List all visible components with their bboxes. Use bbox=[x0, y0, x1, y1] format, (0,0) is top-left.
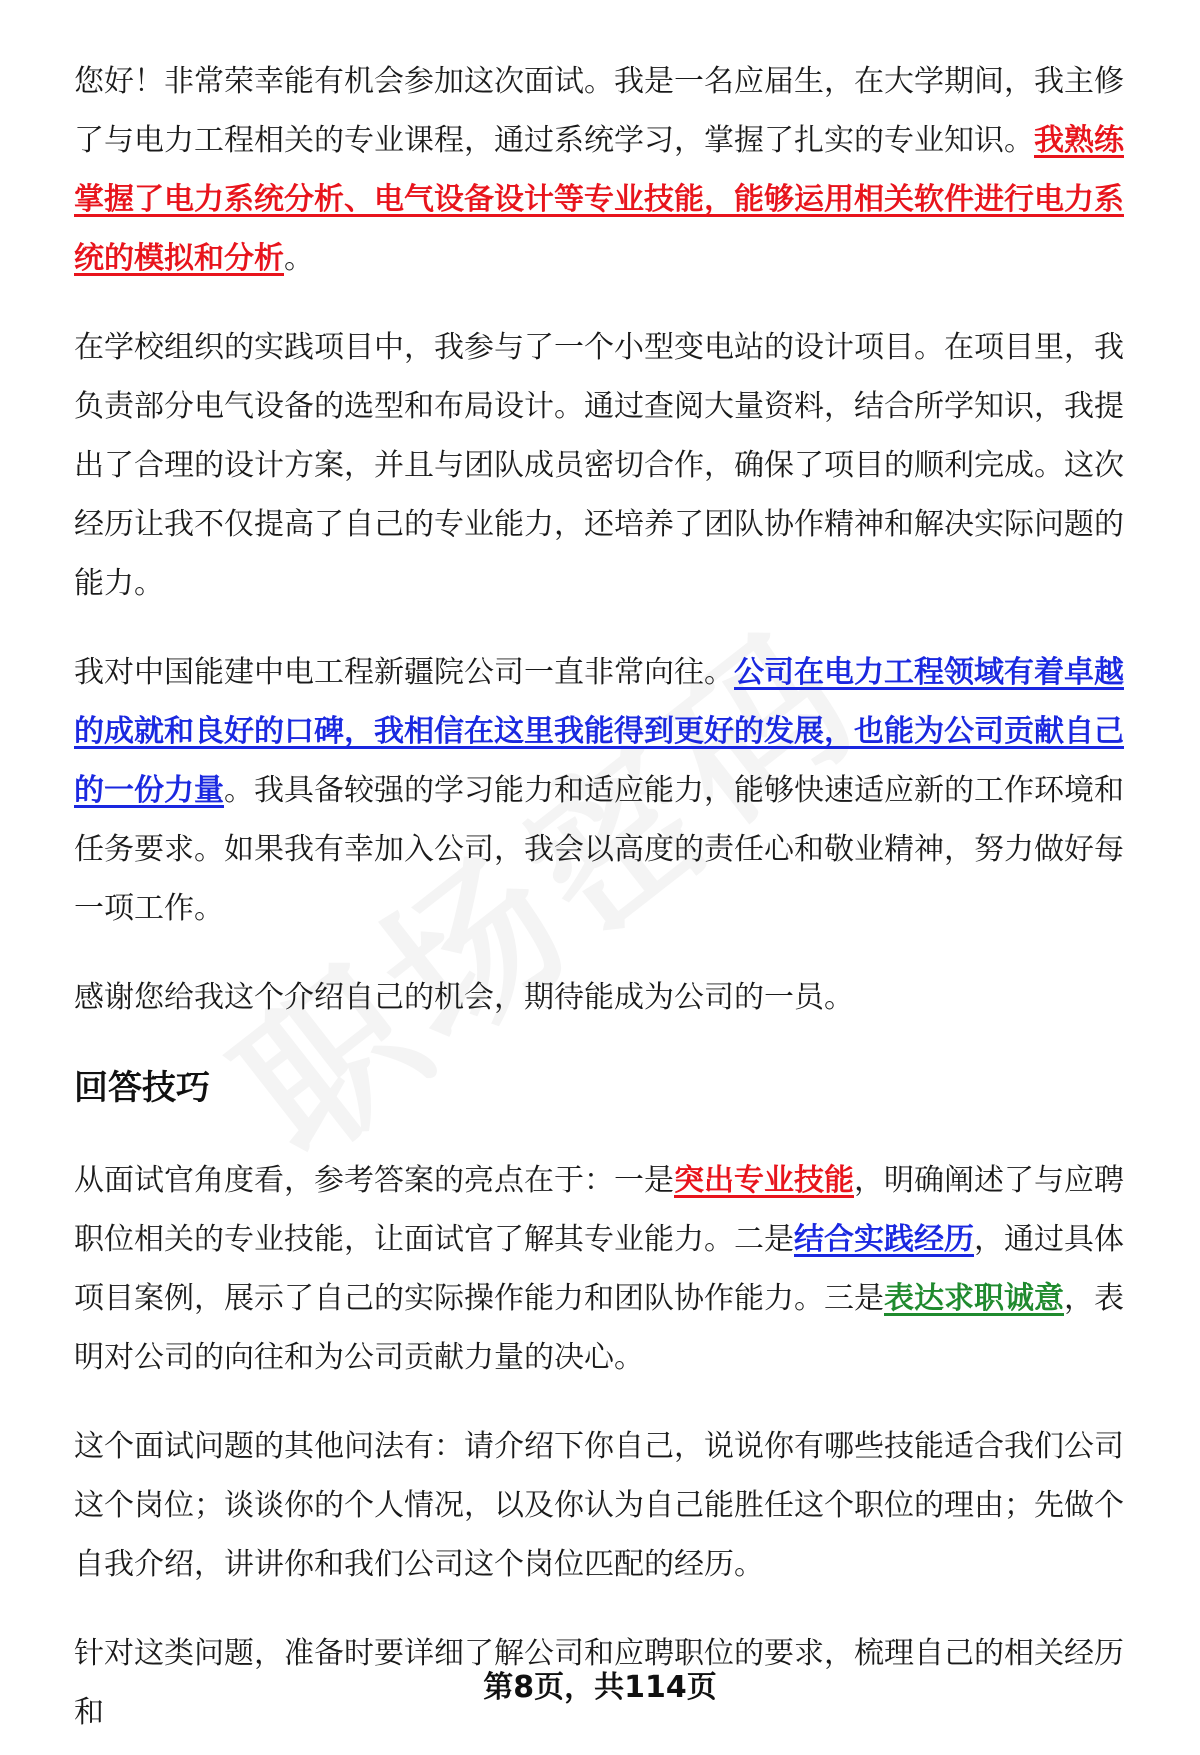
highlight-tip-1: 突出专业技能 bbox=[674, 1163, 854, 1198]
tips-text-4: ，表明对公司的向往和为公司贡献力量的决心。 bbox=[74, 1281, 1124, 1375]
paragraph-project: 在学校组织的实践项目中，我参与了一个小型变电站的设计项目。在项目里，我负责部分电气设备的选型和布局设计。通过查阅大量资料，结合所学知识，我提出了合理的设计方案，并且与团队成员密切合作，确保了项目的顺利完成。这次经历让我不仅提高了自己的专业能力，还培养了团队协作精神和解决实际问题的能力。 bbox=[74, 330, 1124, 601]
document-body bbox=[74, 52, 1146, 1742]
paragraph-tips bbox=[74, 1151, 1146, 1387]
highlight-tip-3: 表达求职诚意 bbox=[884, 1281, 1064, 1316]
highlight-tip-2: 结合实践经历 bbox=[794, 1222, 974, 1257]
section-heading: 回答技巧 bbox=[74, 1068, 210, 1108]
paragraph-thanks: 感谢您给我这个介绍自己的机会，期待能成为公司的一员。 bbox=[74, 980, 854, 1015]
company-text: 我对中国能建中电工程新疆院公司一直非常向往。 bbox=[74, 655, 734, 690]
paragraph-company bbox=[74, 643, 1146, 938]
paragraph-preparation: 针对这类问题，准备时要详细了解公司和应聘职位的要求，梳理自己的相关经历和 bbox=[74, 1636, 1124, 1730]
paragraph-intro bbox=[74, 52, 1146, 288]
highlight-skills: 我熟练掌握了电力系统分析、电气设备设计等专业技能，能够运用相关软件进行电力系统的模拟和分析 bbox=[74, 123, 1124, 276]
paragraph-alternatives: 这个面试问题的其他问法有：请介绍下你自己，说说你有哪些技能适合我们公司这个岗位；谈谈你的个人情况，以及你认为自己能胜任这个职位的理由；先做个自我介绍，讲讲你和我们公司这个岗位匹配的经历。 bbox=[74, 1429, 1124, 1582]
intro-end: 。 bbox=[284, 241, 314, 276]
intro-text: 您好！非常荣幸能有机会参加这次面试。我是一名应届生，在大学期间，我主修了与电力工程相关的专业课程，通过系统学习，掌握了扎实的专业知识。 bbox=[74, 64, 1124, 158]
tips-text-3: ，通过具体项目案例，展示了自己的实际操作能力和团队协作能力。三是 bbox=[74, 1222, 1124, 1316]
page-number: 第8页，共114页 bbox=[483, 1670, 717, 1705]
tips-text-1: 从面试官角度看，参考答案的亮点在于：一是 bbox=[74, 1163, 674, 1198]
tips-text-2: ，明确阐述了与应聘职位相关的专业技能，让面试官了解其专业能力。二是 bbox=[74, 1163, 1124, 1257]
highlight-company: 公司在电力工程领域有着卓越的成就和良好的口碑，我相信在这里我能得到更好的发展，也能为公司贡献自己的一份力量 bbox=[74, 655, 1124, 808]
company-rest: 。我具备较强的学习能力和适应能力，能够快速适应新的工作环境和任务要求。如果我有幸加入公司，我会以高度的责任心和敬业精神，努力做好每一项工作。 bbox=[74, 773, 1124, 926]
